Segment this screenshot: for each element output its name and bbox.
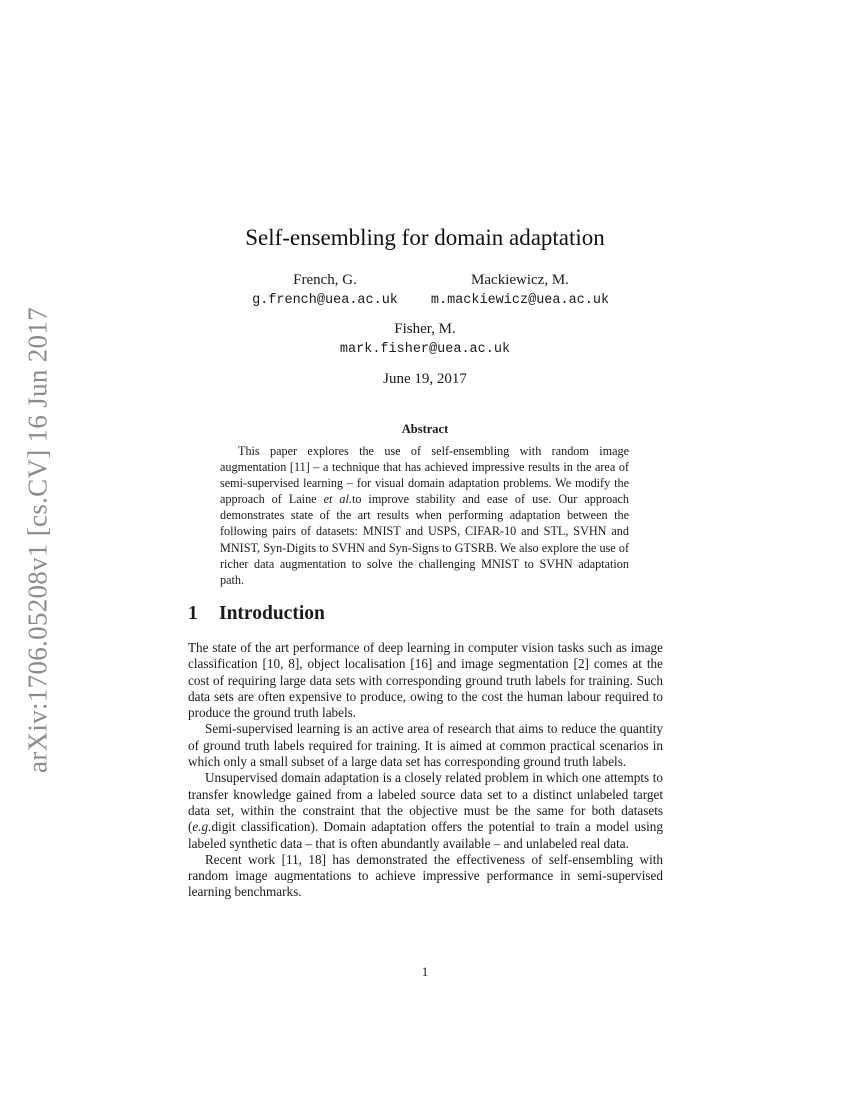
section-title: Introduction bbox=[219, 603, 325, 624]
introduction-body bbox=[188, 640, 663, 901]
author-email: g.french@uea.ac.uk bbox=[252, 293, 398, 308]
page-number: 1 bbox=[421, 964, 429, 979]
section-number: 1 bbox=[188, 603, 198, 624]
author-name: French, G. bbox=[293, 272, 357, 288]
paragraph bbox=[188, 770, 663, 851]
abstract-text-part: to improve stability and ease of use. Our approach demonstrates state of the art results when performing adaptation between the following pairs of datasets: MNIST and USPS, CIFAR-10 and STL, SVHN and MNIST, Syn-Digits to SVHN and Syn-Signs to GTSRB. We also explore the use of richer data augmentation to solve the challenging MNIST to SVHN adaptation path. bbox=[220, 492, 630, 587]
paragraph: The state of the art performance of deep learning in computer vision tasks such as image classification [10, 8], object localisation [16] and image segmentation [2] comes at the cost of requiring large data sets with corresponding ground truth labels for training. Such data sets are often expensive to produce, owing to the cost the human labour required to produce the ground truth labels. bbox=[188, 640, 663, 721]
abstract-emphasis: et al. bbox=[323, 492, 352, 507]
author-email: mark.fisher@uea.ac.uk bbox=[339, 342, 511, 357]
paper-title: Self-ensembling for domain adaptation bbox=[245, 225, 605, 250]
arxiv-identifier-stamp: arXiv:1706.05208v1 [cs.CV] 16 Jun 2017 bbox=[22, 307, 53, 773]
paragraph: Recent work [11, 18] has demonstrated the effectiveness of self-ensembling with random image augmentations to achieve impressive performance in semi-supervised learning benchmarks. bbox=[188, 851, 663, 900]
author-block-fisher bbox=[300, 320, 550, 359]
publication-date: June 19, 2017 bbox=[383, 371, 467, 387]
section-heading-introduction bbox=[188, 603, 325, 625]
paragraph-text-part: Unsupervised domain adaptation is a closely related problem in which one attempts to transfer knowledge gained from a labeled source data set to a distinct unlabeled target data set, within the constraint that the objective must be the same for both datasets ( bbox=[188, 770, 663, 835]
abstract-text-part: This paper explores the use of self-ensembling with random image augmentation [11] – a technique that has achieved impressive results in the area of semi-supervised learning – for visual domain adaptation problems. We modify the approach of Laine bbox=[220, 444, 629, 507]
abstract-text bbox=[220, 443, 629, 588]
author-email: m.mackiewicz@uea.ac.uk bbox=[430, 293, 610, 308]
author-name: Fisher, M. bbox=[394, 321, 456, 337]
paragraph-emphasis: e.g. bbox=[192, 819, 212, 835]
author-block-mackiewicz bbox=[395, 271, 645, 310]
author-name: Mackiewicz, M. bbox=[471, 272, 569, 288]
paragraph: Semi-supervised learning is an active area of research that aims to reduce the quantity of ground truth labels required for training. It is aimed at common practical scenarios in which only a small subset of a large data set has corresponding ground truth labels. bbox=[188, 721, 663, 770]
paragraph-text-part: digit classification). Domain adaptation offers the potential to train a model using labeled synthetic data – that is often abundantly available – and unlabeled real data. bbox=[188, 819, 663, 851]
abstract-heading: Abstract bbox=[401, 422, 449, 436]
